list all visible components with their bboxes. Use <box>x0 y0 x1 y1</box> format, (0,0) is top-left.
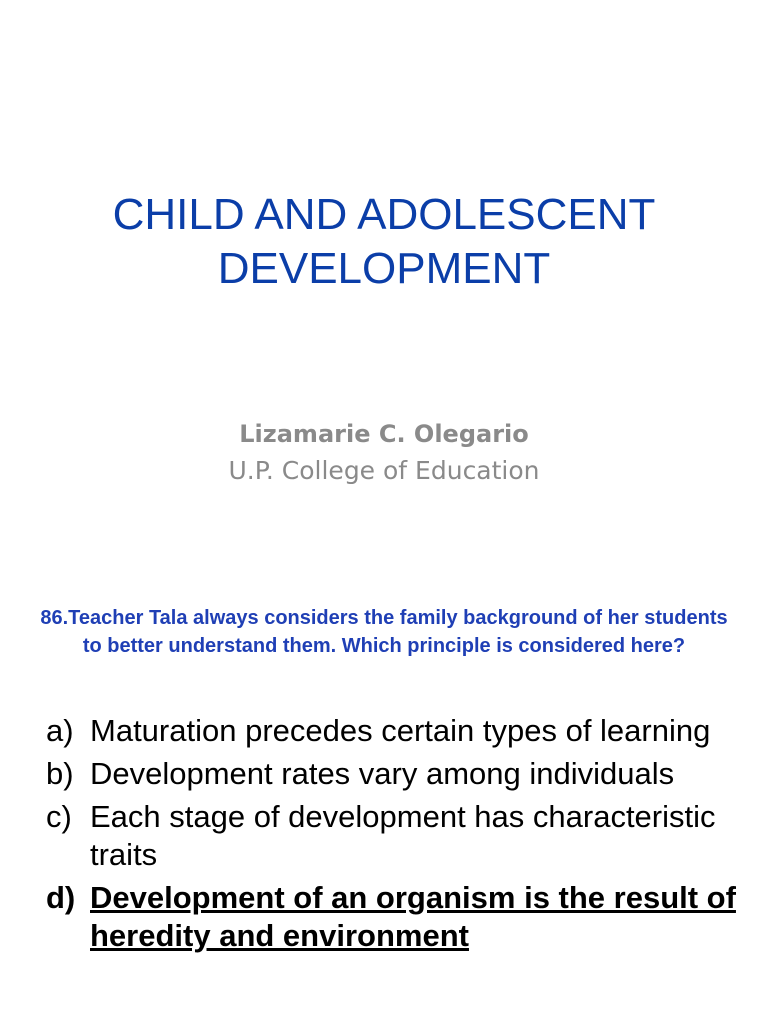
page-title <box>0 188 768 296</box>
option-letter: d) <box>46 880 76 915</box>
option-text: Maturation precedes certain types of learning <box>90 713 711 748</box>
title-line-2: DEVELOPMENT <box>217 244 551 293</box>
option-d-correct-answer <box>46 879 746 955</box>
option-c <box>46 798 746 874</box>
author-block <box>0 418 768 492</box>
question-text: 86.Teacher Tala always considers the family background of her students to better understand them. Which principle is considered here? <box>40 607 728 657</box>
option-letter: a) <box>46 713 74 748</box>
option-text: Development of an organism is the result of heredity and environment <box>90 880 736 953</box>
author-name: Lizamarie C. Olegario <box>239 420 529 448</box>
author-affiliation: U.P. College of Education <box>228 456 540 485</box>
option-text: Each stage of development has characteristic traits <box>90 799 716 872</box>
option-a <box>46 712 746 750</box>
answer-options <box>46 712 746 960</box>
option-text: Development rates vary among individuals <box>90 756 675 791</box>
option-b <box>46 755 746 793</box>
title-line-1: CHILD AND ADOLESCENT <box>112 190 656 239</box>
option-letter: c) <box>46 799 72 834</box>
option-letter: b) <box>46 756 74 791</box>
